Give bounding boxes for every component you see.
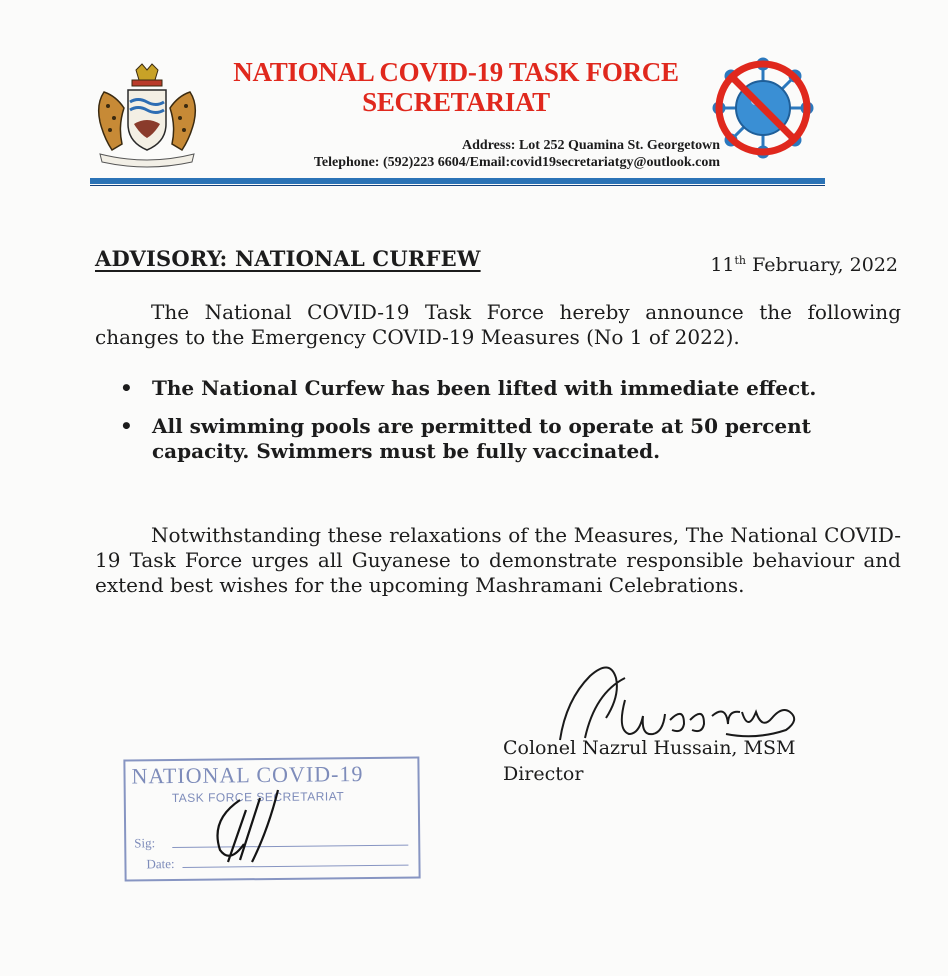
intro-paragraph: The National COVID-19 Task Force hereby announce the following changes to the Emergency COVID-19 Measures (No 1 of 2022). <box>95 300 901 349</box>
coat-of-arms-icon <box>92 62 202 170</box>
list-item <box>120 414 902 464</box>
list-item <box>120 376 902 401</box>
header-divider <box>90 178 825 184</box>
organization-title <box>200 57 712 117</box>
list-item-text: All swimming pools are permitted to operate at 50 percent capacity. Swimmers must be fully vaccinated. <box>152 414 811 463</box>
advisory-date <box>710 254 898 276</box>
organization-title-line2: SECRETARIAT <box>362 87 550 117</box>
header-divider-thin <box>90 185 825 186</box>
stamp-title: NATIONAL COVID-19 <box>131 761 364 789</box>
closing-paragraph: Notwithstanding these relaxations of the Measures, The National COVID-19 Task Force urges all Guyanese to demonstrate responsible behaviour and extend best wishes for the upcoming Mashramani Celebrations. <box>95 523 901 597</box>
date-suffix: th <box>734 254 747 267</box>
stamp-date-label: Date: <box>146 856 175 872</box>
stamp-sig-label: Sig: <box>134 835 156 851</box>
organization-title-line1: NATIONAL COVID-19 TASK FORCE <box>233 57 679 87</box>
address-text: Address: Lot 252 Quamina St. Georgetown <box>462 138 720 153</box>
list-item-text: The National Curfew has been lifted with immediate effect. <box>152 376 817 400</box>
stamp-subtitle: TASK FORCE SECRETARIAT <box>171 789 345 806</box>
date-day: 11 <box>710 254 735 276</box>
signatory-title: Director <box>503 763 584 785</box>
date-rest: February, 2022 <box>746 254 898 276</box>
measures-list <box>120 376 902 477</box>
contact-block <box>190 137 720 171</box>
bullet-icon: • <box>120 376 133 400</box>
advisory-title: ADVISORY: NATIONAL CURFEW <box>95 246 481 271</box>
signatory-name: Colonel Nazrul Hussain, MSM <box>503 737 796 759</box>
bullet-icon: • <box>120 414 133 438</box>
stamp-initials-signature <box>200 770 300 870</box>
contact-text: Telephone: (592)223 6604/Email:covid19secretariatgy@outlook.com <box>313 155 720 170</box>
signatory-block <box>503 735 795 787</box>
no-covid-virus-icon <box>710 55 816 161</box>
